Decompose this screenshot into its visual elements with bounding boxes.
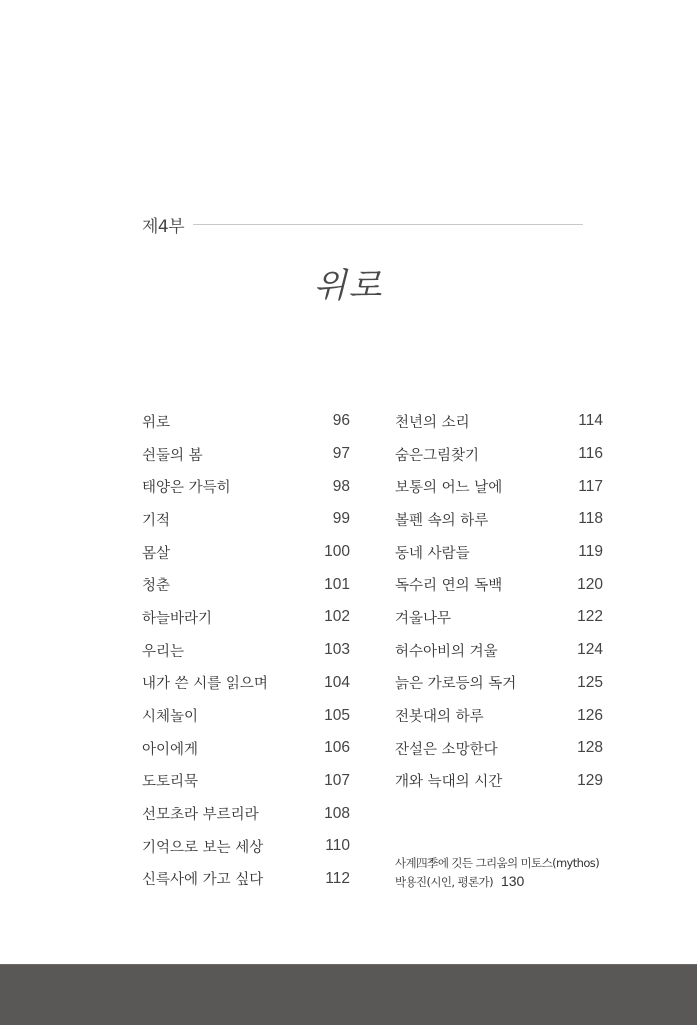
toc-entry-title: 늙은 가로등의 독거 (395, 676, 517, 693)
toc-entry-page: 103 (324, 641, 350, 659)
toc-entry-title: 허수아비의 겨울 (395, 643, 498, 660)
toc-entry[interactable] (142, 732, 350, 765)
toc-entry-title: 볼펜 속의 하루 (395, 512, 489, 529)
toc-entry[interactable] (142, 634, 350, 667)
toc-entry-title: 신륵사에 가고 싶다 (142, 872, 264, 889)
toc-entry-title: 겨울나무 (395, 610, 452, 627)
toc-entry-title: 잔설은 소망한다 (395, 741, 498, 758)
toc-entry-title: 기적 (142, 512, 171, 529)
toc-entry-page: 114 (578, 412, 603, 430)
toc-entry-title: 보통의 어느 날에 (395, 480, 503, 497)
toc-entry[interactable] (395, 405, 603, 438)
toc-entry-page: 112 (325, 869, 350, 887)
toc-entry-title: 개와 늑대의 시간 (395, 774, 503, 791)
toc-entry-title: 독수리 연의 독백 (395, 578, 503, 595)
toc-entry[interactable] (142, 863, 350, 896)
toc-entry-page: 116 (578, 445, 603, 463)
toc-entry-title: 위로 (142, 414, 171, 431)
toc-entry-title: 쉰둘의 봄 (142, 447, 203, 464)
toc-entry-page: 106 (324, 739, 350, 757)
toc-entry-title: 내가 쓴 시를 읽으며 (142, 676, 268, 693)
toc-entry[interactable] (142, 536, 350, 569)
toc-entry-title: 숨은그림찾기 (395, 447, 480, 464)
toc-entry[interactable] (142, 568, 350, 601)
toc-entry-title: 기억으로 보는 세상 (142, 839, 264, 856)
toc-entry-title: 선모초라 부르리라 (142, 807, 259, 824)
toc-entry[interactable] (142, 765, 350, 798)
toc-entry[interactable] (142, 699, 350, 732)
toc-entry[interactable] (395, 732, 603, 765)
footer-band (0, 964, 697, 1025)
toc-left-column (142, 405, 350, 895)
toc-entry-page: 99 (332, 510, 350, 528)
toc-entry-page: 119 (578, 543, 603, 561)
toc-entry-page: 102 (324, 608, 350, 626)
toc-entry-page: 125 (577, 673, 603, 691)
toc-entry-title: 도토리묵 (142, 774, 199, 791)
toc-entry-page: 101 (324, 575, 350, 593)
toc-entry[interactable] (395, 536, 603, 569)
toc-entry-page: 104 (324, 673, 350, 691)
toc-entry[interactable] (395, 438, 603, 471)
toc-entry-title: 아이에게 (142, 741, 199, 758)
essay-page: 130 (500, 873, 525, 889)
toc-entry-page: 118 (578, 510, 603, 528)
toc-entry[interactable] (142, 601, 350, 634)
toc-entry-page: 129 (577, 771, 603, 789)
part-header (142, 212, 583, 236)
toc-entry-page: 120 (577, 575, 603, 593)
toc-entry-page: 107 (324, 771, 350, 789)
toc-entry-page: 128 (577, 739, 603, 757)
toc-entry[interactable] (395, 634, 603, 667)
essay-author: 박용진(시인, 평론가) (395, 875, 493, 889)
toc-entry[interactable] (142, 470, 350, 503)
toc-entry-page: 124 (577, 641, 603, 659)
toc-entry-title: 전봇대의 하루 (395, 709, 484, 726)
toc-entry-page: 105 (324, 706, 350, 724)
toc-entry[interactable] (142, 405, 350, 438)
toc-entry-title: 몸살 (142, 545, 171, 562)
toc-entry[interactable] (395, 601, 603, 634)
toc-entry-page: 126 (577, 706, 603, 724)
toc-entry-page: 122 (577, 608, 603, 626)
toc-entry-page: 110 (325, 837, 350, 855)
toc-entry[interactable] (142, 503, 350, 536)
toc-entry[interactable] (395, 765, 603, 798)
toc-entry-page: 98 (332, 477, 350, 495)
header-divider (193, 224, 583, 225)
toc-entry[interactable] (142, 667, 350, 700)
toc-entry[interactable] (142, 830, 350, 863)
toc-entry-page: 97 (332, 445, 350, 463)
toc-entry-page: 96 (332, 412, 350, 430)
essay-entry[interactable] (395, 854, 610, 891)
toc-entry[interactable] (142, 797, 350, 830)
section-title: 위로 (313, 266, 384, 306)
toc-entry[interactable] (395, 667, 603, 700)
toc-entry[interactable] (395, 699, 603, 732)
toc-entry-page: 117 (578, 477, 603, 495)
toc-entry-page: 100 (324, 543, 350, 561)
toc-entry[interactable] (395, 568, 603, 601)
part-label: 제4부 (142, 216, 185, 237)
toc-entry-page: 108 (324, 804, 350, 822)
toc-entry[interactable] (142, 438, 350, 471)
toc-entry-title: 태양은 가득히 (142, 480, 231, 497)
toc-entry[interactable] (395, 503, 603, 536)
toc-entry-title: 동네 사람들 (395, 545, 470, 562)
toc-entry-title: 청춘 (142, 578, 171, 595)
essay-title: 사계四季에 깃든 그리움의 미토스(mythos) (395, 856, 600, 870)
toc-entry-title: 우리는 (142, 643, 185, 660)
toc-entry-title: 천년의 소리 (395, 414, 470, 431)
toc-right-column (395, 405, 603, 797)
toc-entry[interactable] (395, 470, 603, 503)
toc-entry-title: 하늘바라기 (142, 610, 213, 627)
toc-entry-title: 시체놀이 (142, 709, 199, 726)
